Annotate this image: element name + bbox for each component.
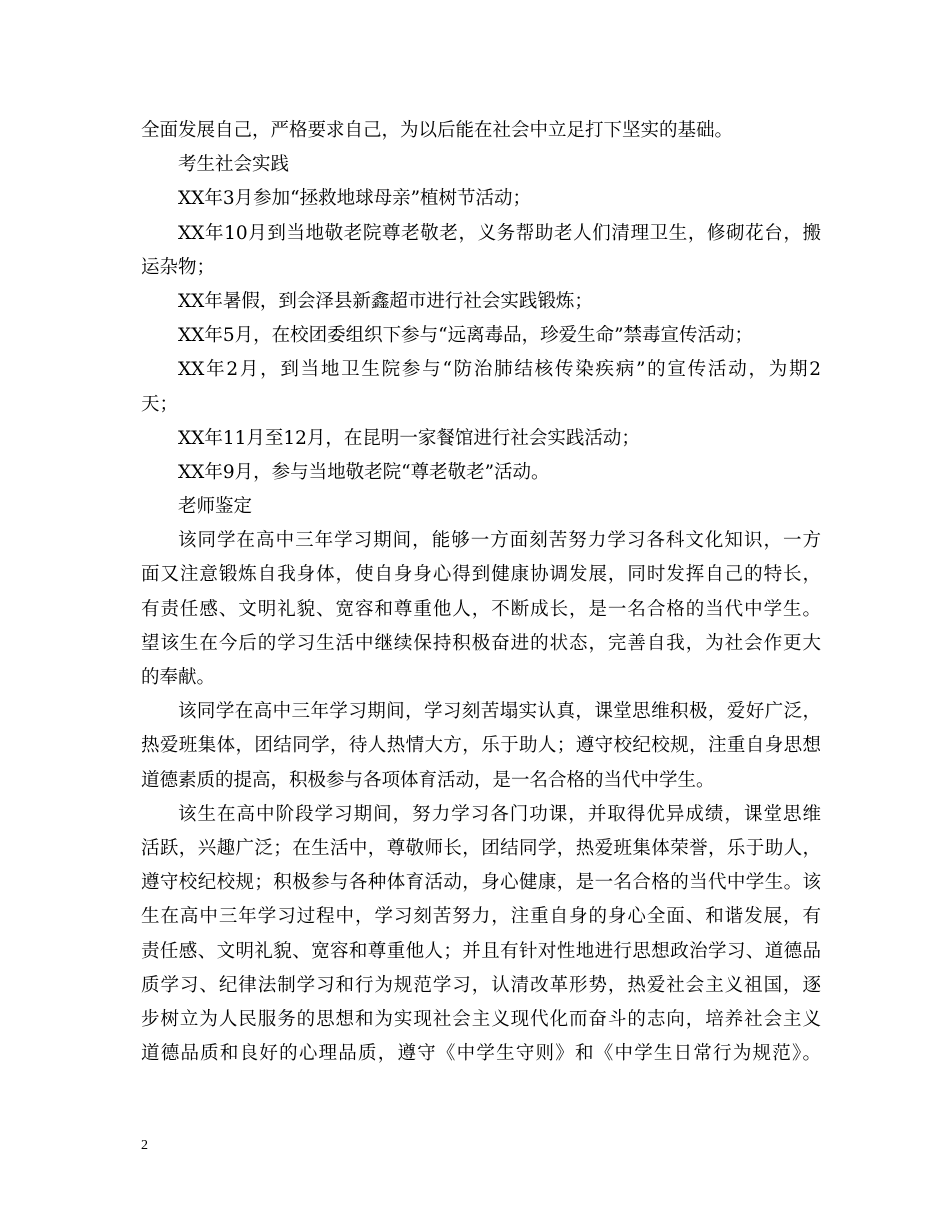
paragraph-line: 有责任感、文明礼貌、宽容和尊重他人，不断成长，是一名合格的当代中学生。 bbox=[141, 598, 821, 620]
practice-item: XX年5月，在校团委组织下参与“远离毒品，珍爱生命”禁毒宣传活动； bbox=[178, 325, 754, 347]
practice-item: XX年2月，到当地卫生院参与“防治肺结核传染疾病”的宣传活动，为期2 bbox=[178, 359, 821, 381]
paragraph-line: 全面发展自己，严格要求自己，为以后能在社会中立足打下坚实的基础。 bbox=[141, 120, 734, 141]
paragraph-line: 热爱班集体，团结同学，待人热情大方，乐于助人；遵守校纪校规，注重自身思想 bbox=[141, 735, 821, 757]
paragraph-line: 该同学在高中三年学习期间，学习刻苦塌实认真，课堂思维积极，爱好广泛， bbox=[178, 701, 821, 723]
practice-item: XX年11月至12月，在昆明一家餐馆进行社会实践活动； bbox=[178, 427, 640, 449]
paragraph-line: 质学习、纪律法制学习和行为规范学习，认清改革形势，热爱社会主义祖国，逐 bbox=[141, 974, 821, 996]
paragraph-line: 运杂物； bbox=[141, 256, 216, 278]
paragraph-line: 道德素质的提高，积极参与各项体育活动，是一名合格的当代中学生。 bbox=[141, 769, 715, 791]
paragraph-line: 该同学在高中三年学习期间，能够一方面刻苦努力学习各科文化知识，一方 bbox=[178, 530, 821, 552]
paragraph-line: 该生在高中阶段学习期间，努力学习各门功课，并取得优异成绩，课堂思维 bbox=[178, 803, 821, 825]
paragraph-line: 的奉献。 bbox=[141, 667, 216, 688]
paragraph-line: 生在高中三年学习过程中，学习刻苦努力，注重自身的身心全面、和谐发展，有 bbox=[141, 906, 821, 928]
practice-item: XX年10月到当地敬老院尊老敬老，义务帮助老人们清理卫生，修砌花台，搬 bbox=[178, 222, 821, 244]
paragraph-line: 遵守校纪校规；积极参与各种体育活动，身心健康，是一名合格的当代中学生。该 bbox=[141, 872, 821, 894]
paragraph-line: 面又注意锻炼自我身体，使自身身心得到健康协调发展，同时发挥自己的特长， bbox=[141, 564, 821, 586]
paragraph-line: 天； bbox=[141, 393, 179, 415]
section-heading-teacher-evaluation: 老师鉴定 bbox=[178, 496, 253, 518]
practice-item: XX年3月参加“拯救地球母亲”植树节活动； bbox=[178, 188, 532, 210]
paragraph-line: 望该生在今后的学习生活中继续保持积极奋进的状态，完善自我，为社会作更大 bbox=[141, 632, 821, 654]
section-heading-practice: 考生社会实践 bbox=[178, 154, 290, 176]
paragraph-line: 活跃，兴趣广泛；在生活中，尊敬师长，团结同学，热爱班集体荣誉，乐于助人， bbox=[141, 837, 821, 859]
paragraph-line: 步树立为人民服务的思想和为实现社会主义现代化而奋斗的志向，培养社会主义 bbox=[141, 1008, 821, 1030]
paragraph-line: 道德品质和良好的心理品质，遵守《中学生守则》和《中学生日常行为规范》。 bbox=[141, 1043, 821, 1065]
page-number: 2 bbox=[141, 1138, 148, 1153]
page-body bbox=[141, 114, 821, 1071]
practice-item: XX年9月，参与当地敬老院“尊老敬老”活动。 bbox=[178, 461, 550, 483]
practice-item: XX年暑假，到会泽县新鑫超市进行社会实践锻炼； bbox=[178, 290, 593, 312]
paragraph-line: 责任感、文明礼貌、宽容和尊重他人；并且有针对性地进行思想政治学习、道德品 bbox=[141, 940, 821, 962]
